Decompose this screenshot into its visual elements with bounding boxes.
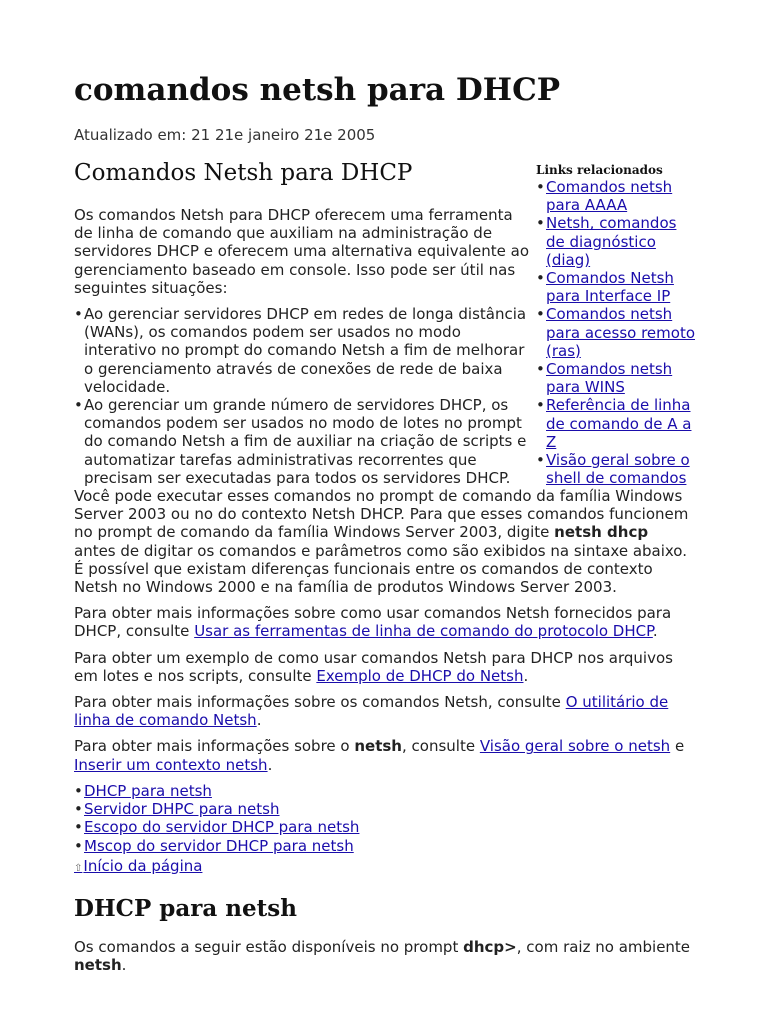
section-title: Comandos Netsh para DHCP [74, 160, 413, 186]
related-link-ras[interactable]: Comandos netsh para acesso remoto (ras) [546, 305, 695, 360]
netsh-dhcp-command: netsh dhcp [554, 523, 649, 542]
intro-paragraph: Os comandos Netsh para DHCP oferecem uma ferramenta de linha de comando que auxiliam na administração de servidores DHCP e oferecem uma alternativa equivalente ao gerenciamento baseado em console. Isso pode ser útil nas seguintes situações: [74, 206, 530, 297]
dhcp-netsh-heading: DHCP para netsh [74, 894, 297, 922]
run-commands-paragraph [74, 487, 694, 596]
period: . [256, 711, 262, 730]
dhcp-server-netsh-link[interactable]: Servidor DHPC para netsh [84, 800, 280, 819]
example-text: Para obter um exemplo de como usar comandos Netsh para DHCP nos arquivos em lotes e nos scripts, consulte [74, 648, 673, 685]
period: . [523, 666, 529, 685]
situation-item: • Ao gerenciar servidores DHCP em redes de longa distância (WANs), os comandos podem ser usados no modo interativo no prompt do comando Netsh a fim de melhorar o gerenciamento através de conexões de rede de baixa velocidade. [74, 305, 536, 396]
related-link-a-z[interactable]: Referência de linha de comando de A a Z [546, 396, 692, 451]
dhcp-cli-tools-link[interactable]: Usar as ferramentas de linha de comando do protocolo DHCP [194, 622, 653, 641]
situations-list [74, 305, 694, 487]
dhcp-netsh-link[interactable]: DHCP para netsh [84, 781, 212, 800]
utility-text: Para obter mais informações sobre os comandos Netsh, consulte [74, 693, 566, 712]
related-link-wins[interactable]: Comandos netsh para WINS [546, 360, 673, 397]
related-link-interface-ip[interactable]: Comandos Netsh para Interface IP [546, 269, 674, 306]
netsh-info-text: Para obter mais informações sobre o [74, 737, 355, 756]
related-link-aaaa[interactable]: Comandos netsh para AAAA [546, 178, 673, 215]
situation-item: • Ao gerenciar um grande número de servidores DHCP, os comandos podem ser usados no modo de lotes no prompt do comando Netsh a fim de auxiliar na criação de scripts e automatizar tarefas administrativas recorrentes que precisam ser executadas para todos os servidores DHCP. [74, 396, 536, 487]
netsh-environment: netsh [74, 956, 122, 975]
run-text-after: antes de digitar os comandos e parâmetros como são exibidos na sintaxe abaixo. É possível que existam diferenças funcionais entre os comandos de contexto Netsh no Windows 2000 e na família de produtos Windows Server 2003. [74, 541, 687, 597]
period: . [267, 755, 273, 774]
utility-paragraph [74, 693, 694, 729]
back-to-top-label: Início da página [83, 856, 203, 875]
dhcp-prompt: dhcp> [463, 938, 517, 957]
related-link-diag[interactable]: Netsh, comandos de diagnóstico (diag) [546, 214, 677, 269]
article-body [74, 206, 694, 983]
command-links-list [74, 782, 694, 855]
conjunction: e [670, 737, 685, 756]
netsh-dhcp-example-link[interactable]: Exemplo de DHCP do Netsh [316, 666, 524, 685]
enter-netsh-context-link[interactable]: Inserir um contexto netsh [74, 755, 268, 774]
netsh-info-paragraph [74, 737, 694, 773]
netsh-utility-link[interactable]: O utilitário de linha de comando Netsh [74, 693, 669, 730]
related-link-shell-overview[interactable]: Visão geral sobre o shell de comandos [546, 451, 690, 488]
command-link-item [74, 800, 694, 818]
page-title: comandos netsh para DHCP [74, 72, 561, 108]
run-text-before: Você pode executar esses comandos no prompt de comando da família Windows Server 2003 ou no do contexto Netsh DHCP. Para que esses comandos funcionem no prompt de comando da família Windows Server 2003, digite [74, 487, 689, 542]
dhcp-scope-netsh-link[interactable]: Escopo do servidor DHCP para netsh [84, 818, 360, 837]
period: . [652, 622, 658, 641]
available-mid: , com raiz no ambiente [516, 938, 691, 957]
updated-date: Atualizado em: 21 21e janeiro 21e 2005 [74, 126, 376, 144]
period: . [121, 956, 127, 975]
tools-text: Para obter mais informações sobre como usar comandos Netsh fornecidos para DHCP, consulte [74, 604, 672, 641]
command-link-item [74, 837, 694, 855]
tools-paragraph [74, 604, 694, 640]
netsh-info-mid: , consulte [402, 737, 480, 756]
back-to-top-link[interactable] [74, 857, 694, 878]
example-paragraph [74, 649, 694, 685]
up-arrow-icon: ⇧ [74, 862, 83, 874]
available-text: Os comandos a seguir estão disponíveis no prompt [74, 938, 464, 957]
dhcp-mscope-netsh-link[interactable]: Mscop do servidor DHCP para netsh [84, 836, 354, 855]
related-links-title: Links relacionados [536, 163, 663, 177]
available-commands-paragraph [74, 938, 694, 974]
netsh-overview-link[interactable]: Visão geral sobre o netsh [479, 737, 671, 756]
command-link-item [74, 818, 694, 836]
netsh-bold: netsh [354, 737, 402, 756]
command-link-item [74, 782, 694, 800]
